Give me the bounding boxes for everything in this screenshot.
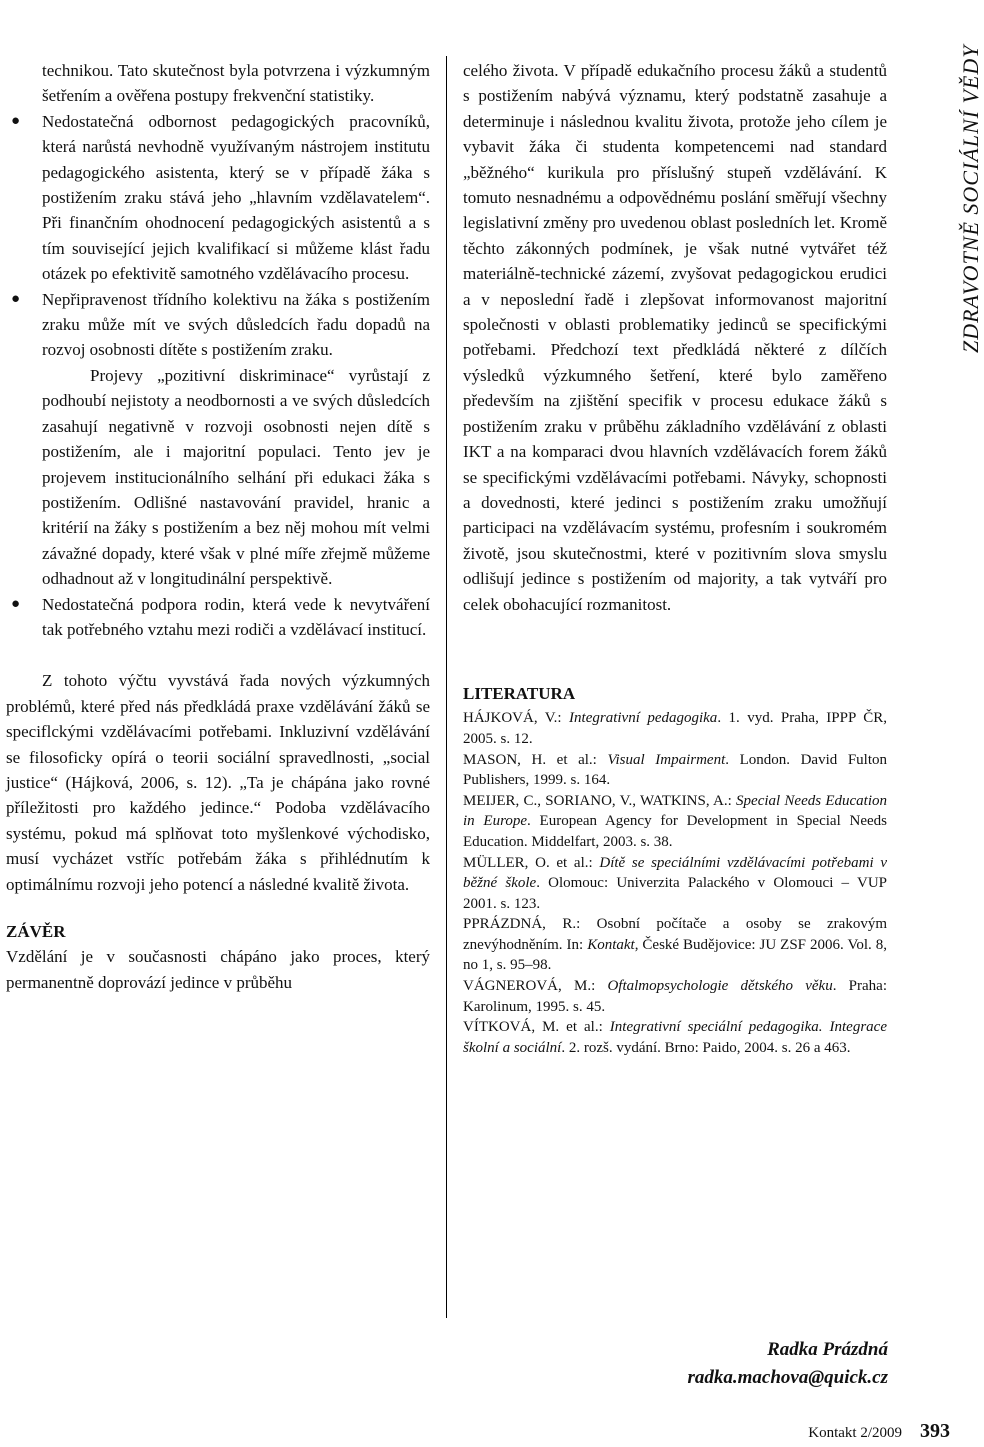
conclusion-paragraph: Z tohoto výčtu vyvstává řada nových výzkumných problémů, které před nás předkládá praxe vzdělávání žáků se speciflckými vzdělávacími potřebami. Inkluzivní vzdělávání se filosoficky opírá o teorii sociální spravedlnosti, „social justice“ (Hájková, 2006, s. 12). „Ta je chápána jako rovné příležitosti pro každého jedince.“ Podoba vzdělávacího systému, pokud má splňovat toto myšlenkové východisko, musí vycházet vstříc potřebám žáka s přihlédnutím k optimálnímu rozvoji jeho potencí a následné kvalitě života.: [6, 671, 430, 894]
reference-authors: HÁJKOVÁ, V.:: [463, 710, 570, 727]
author-block: [687, 1336, 888, 1392]
author-name: Radka Prázdná: [767, 1339, 888, 1360]
reference-authors: VÍTKOVÁ, M. et al.:: [463, 1019, 610, 1036]
bullet-item-3-text: Nedostatečná podpora rodin, která vede k nevytváření tak potřebného vztahu mezi rodiči a vzdělávací institucí.: [42, 594, 430, 639]
bullet-item-1: [6, 109, 430, 287]
reference-authors: PPRÁZDNÁ, R.: Osobní počítače a osoby se zrakovým znevýhodněním. In:: [463, 916, 887, 953]
reference-authors: MEIJER, C., SORIANO, V., WATKINS, A.:: [463, 792, 737, 809]
bullet-dot-icon: ●: [11, 290, 21, 307]
reference-details: . 1. vyd. Praha, IPPP ČR, 2005. s. 12.: [463, 710, 887, 747]
bullet-dot-icon: ●: [11, 595, 21, 612]
reference-item: [463, 708, 887, 749]
bullet-item-3: [6, 592, 430, 643]
literature-heading: LITERATURA: [463, 683, 576, 703]
reference-list: [463, 708, 887, 1058]
reference-details: . Olomouc: Univerzita Palackého v Olomouci – VUP 2001. s. 123.: [463, 875, 887, 912]
reference-authors: VÁGNEROVÁ, M.:: [463, 978, 608, 995]
reference-title: Oftalmopsychologie dětského věku: [607, 978, 833, 995]
page-number: 393: [920, 1420, 950, 1442]
zaver-text: Vzdělání je v současnosti chápáno jako proces, který permanentně doprovází jedince v průběhu: [6, 947, 430, 992]
bullet-item-1-text: Nedostatečná odbornost pedagogických pracovníků, která narůstá nevhodně využívaným nástrojem institutu pedagogického asistenta, který se v případě žáka s postižením zraku stává jeho „hlavním vzdělavatelem“. Při finančním ohodnocení pedagogických asistentů a s tím související jejich kvalifikací si můžeme klást řadu otázek po efektivitě samotného vzdělávacího procesu.: [42, 111, 430, 284]
reference-item: [463, 791, 887, 853]
vertical-section-title: [930, 8, 983, 353]
reference-authors: MÜLLER, O. et al.:: [463, 854, 600, 871]
bullet-item-2-text: Nepřipravenost třídního kolektivu na žáka s postižením zraku může mít ve svých důsledcích řadu dopadů na rozvoj osobnosti dítěte s postižením zraku.: [42, 289, 430, 360]
journal-issue: Kontakt 2/2009: [808, 1425, 902, 1441]
reference-details: . 2. rozš. vydání. Brno: Paido, 2004. s. 26 a 463.: [561, 1039, 851, 1056]
zaver-heading: ZÁVĚR: [6, 922, 66, 941]
right-column: [463, 58, 887, 1058]
reference-title: Dítě se speciálními vzdělávacími potřebami v běžné škole: [463, 854, 887, 892]
reference-details: . Praha: Karolinum, 1995. s. 45.: [463, 978, 888, 1015]
reference-title: Integrativní speciální pedagogika. Integrace školní a sociální: [463, 1019, 887, 1056]
reference-details: . London. David Fulton Publishers, 1999. s. 164.: [463, 751, 888, 789]
reference-item: [463, 1017, 887, 1058]
page-footer: [808, 1420, 950, 1443]
column-divider: [446, 56, 447, 1318]
bullet-item-2: [6, 287, 430, 363]
reference-item: [463, 750, 887, 791]
right-paragraph: celého života. V případě edukačního procesu žáků a studentů s postižením nabývá významu, který podstatně zasahuje a determinuje i následnou kvalitu života, protože jeho cílem je vybavit žáka či studenta kompetencemi nad standard „běžného“ kurikula pro příslušný stupeň vzdělávání. K tomuto nesnadnému a odpovědnému poslání směřují všechny legislativní změny pro uvedenou oblast posledních let. Kromě těchto zákonných podmínek, je však nutné vytvářet též materiálně-technické zázemí, zvyšovat pedagogickou erudici a v neposlední řadě i zlepšovat informovanost majoritní společnosti v oblasti problematiky jedinců se specifickými potřebami. Předchozí text předkládá některé z dílčích výsledků výzkumného šetření, které bylo zaměřeno především na zjištění specifik v procesu edukace žáků s postižením zraku v průběhu základního vzdělávání z oblasti IKT a na komparaci dvou hlavních vzdělávacích forem žáků se specifickými vzdělávacími potřebami. Návyky, schopnosti a dovednosti, které jedinci s postižením zraku umožňují participaci na vzdělávacím systému, profesním i soukromém životě, jsou skutečnostmi, které v pozitivním slova smyslu odlišují jedince s postižením od majority, a tak vytváří pro celek obohacující rozmanitost.: [463, 61, 887, 614]
bullet-dot-icon: ●: [11, 112, 21, 129]
reference-title: Kontakt: [587, 936, 635, 953]
reference-authors: MASON, H. et al.:: [463, 751, 608, 768]
left-column: [6, 58, 430, 995]
reference-title: Visual Impairment: [607, 751, 726, 768]
reference-item: [463, 853, 887, 915]
vertical-section-title-text: ZDRAVOTNĚ SOCIÁLNÍ VĚDY: [958, 44, 983, 353]
reference-details: . European Agency for Development in Special Needs Education. Middelfart, 2003. s. 38.: [463, 813, 887, 850]
intro-text: technikou. Tato skutečnost byla potvrzena i výzkumným šetřením a ověřena postupy frekvenční statistiky.: [42, 61, 430, 106]
reference-title: Integrativní pedagogika: [569, 710, 718, 727]
author-email: radka.machova@quick.cz: [687, 1367, 888, 1388]
reference-item: [463, 914, 887, 976]
reference-title: Special Needs Education in Europe: [463, 792, 887, 830]
bullet-item-2-continuation: Projevy „pozitivní diskriminace“ vyrůstají z podhoubí nejistoty a neodbornosti a ve svých důsledcích zasahují negativně v rozvoji osobnosti nejen dítě s postižením, ale i majoritní populaci. Tento jev je projevem institucionálního selhání při edukaci žáka s postižením. Odlišné nastavování pravidel, hranic a kritérií na žáky s postižením a bez něj mohou mít velmi závažné dopady, které však v plné míře zřejmě můžeme odhadnout až v longitudinální perspektivě.: [42, 365, 430, 589]
reference-details: , České Budějovice: JU ZSF 2006. Vol. 8, no 1, s. 95–98.: [463, 936, 887, 974]
reference-item: [463, 976, 887, 1017]
